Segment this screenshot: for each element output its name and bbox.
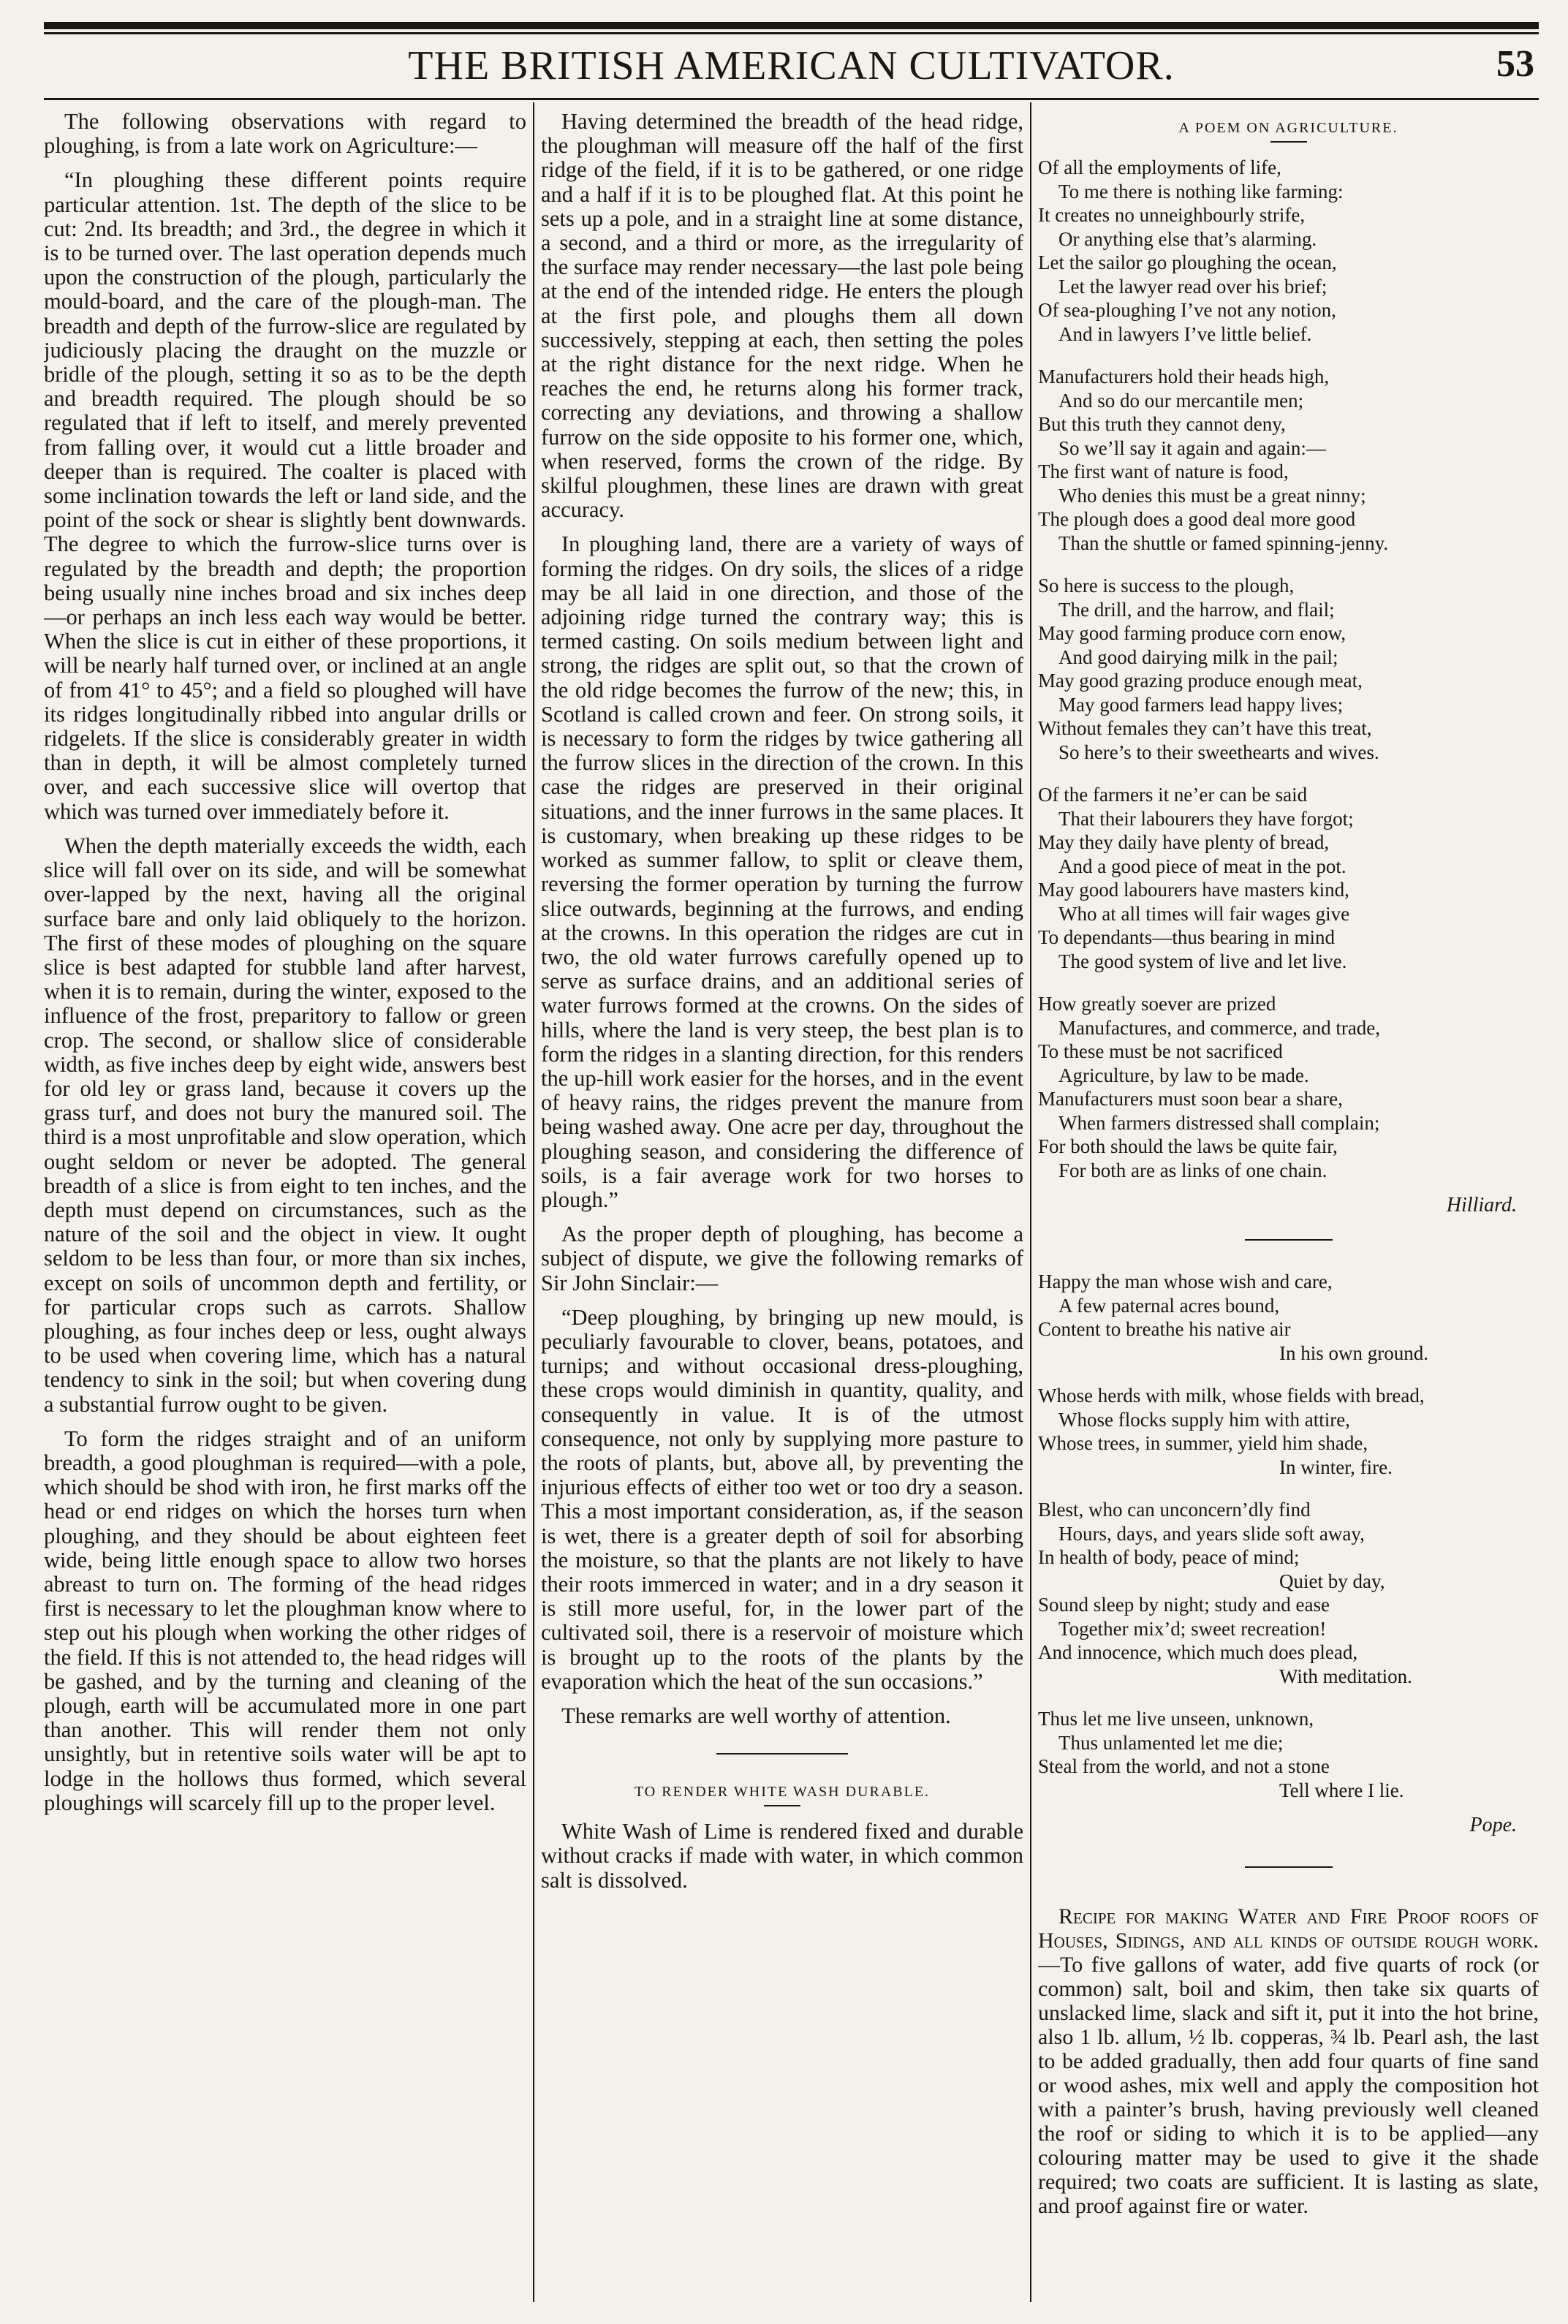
masthead-bottom-rule — [44, 98, 1539, 100]
poem-agriculture — [1038, 156, 1539, 1182]
article-paragraph: “In ploughing these different points require particular attention. 1st. The depth of the slice to be cut: 2nd. Its breadth; and 3rd., the degree in which it is to be turned over. The last operation depends much upon the construction of the plough, particularly the mould-board, and the care of the plough-man. The breadth and depth of the furrow-slice are regulated by judiciously placing the draught on the muzzle or bridle of the plough, setting it so as to be the depth and breadth required. The plough should be so regulated that if left to itself, and merely prevented from falling over, it would cut a little broader and deeper than is required. The coalter is placed with some inclination towards the left or land side, and the point of the sock or shear is slightly bent downwards. The degree to which the furrow-slice turns over is regulated by the breadth and depth; the proportion being usually nine inches broad and six inches deep—or perhaps an inch less each way would be better. When the slice is cut in either of these proportions, it will be nearly half turned over, or inclined at an angle of from 41° to 45°; and a field so ploughed will have its ridges longitudinally ribbed into angular drills or ridgelets. If the slice is considerably greater in width than in depth, it will be almost completely turned over, and each successive slice will overtop that which was turned over immediately before it. — [44, 167, 526, 824]
poem-line: Together mix’d; sweet recreation! — [1058, 1617, 1327, 1640]
poem-line: Without females they can’t have this treat, — [1038, 717, 1372, 739]
article-paragraph: White Wash of Lime is rendered fixed and durable without cracks if made with water, in which common salt is dissolved. — [541, 1819, 1023, 1893]
heading-rule — [764, 1805, 800, 1806]
poem-line: Manufactures, and commerce, and trade, — [1058, 1016, 1381, 1039]
poem-line: May they daily have plenty of bread, — [1038, 831, 1330, 853]
newspaper-title: THE BRITISH AMERICAN CULTIVATOR. — [408, 43, 1175, 88]
poem-line: Whose herds with milk, whose fields with bread, — [1038, 1385, 1425, 1407]
poem-line: Manufacturers must soon bear a share, — [1038, 1088, 1343, 1110]
poem-line: Agriculture, by law to be made. — [1058, 1064, 1309, 1086]
poem-author: Pope. — [1469, 1814, 1517, 1836]
poem-line: For both should the laws be quite fair, — [1038, 1135, 1338, 1157]
poem-stanza — [1038, 1270, 1539, 1365]
poem-line: Steal from the world, and not a stone — [1038, 1755, 1330, 1777]
section-divider — [1245, 1239, 1333, 1241]
poem-line: And so do our mercantile men; — [1058, 389, 1304, 412]
quoted-paragraph: “Deep ploughing, by bringing up new mould, is peculiarly favourable to clover, beans, potatoes, and turnips; and without occasional dress-ploughing, these crops would diminish in quantity, quality, and consequently in value. It is of the utmost consequence, not only by supplying more pasture to the roots of plants, but, above all, by preventing the injurious effects of either too wet or too dry a season. This a most important consideration, as, if the season is wet, there is a greater depth of soil for absorbing the moisture, so that the plants are not likely to have their roots immerced in water; and in a dry season it is still more useful, for, in the lower part of the cultivated soil, there is a reservoir of moisture which is brought up to the roots of the plants by the evaporation which the heat of the sun occasions.” — [541, 1304, 1023, 1694]
section-divider — [716, 1753, 848, 1755]
recipe-paragraph — [1038, 1904, 1539, 2218]
article-paragraph: These remarks are well worthy of attention. — [561, 1703, 951, 1728]
column-divider-2 — [1030, 102, 1031, 2302]
poem-stanza — [1038, 992, 1539, 1182]
poem-line: May good grazing produce enough meat, — [1038, 670, 1363, 692]
poem-line: Content to breathe his native air — [1038, 1318, 1291, 1340]
poem-line: Of sea-ploughing I’ve not any notion, — [1038, 299, 1336, 321]
poem-stanza — [1038, 1707, 1539, 1802]
poem-line: For both are as links of one chain. — [1058, 1159, 1328, 1181]
column-2 — [541, 110, 1023, 2302]
poem-line: In his own ground. — [1279, 1341, 1428, 1364]
article-paragraph: To form the ridges straight and of an uniform breadth, a good ploughman is required—with a pole, which should be shod with iron, he first marks off the head or end ridges on which the horses turn when ploughing, and they should be about eighteen feet wide, being little enough space to allow two horses abreast to turn on. The forming of the head ridges first is necessary to let the ploughman know where to step out his plough when working the other ridges of the field. If this is not attended to, the head ridges will be gashed, and by the turning and cleaning of the plough, earth will be accumulated more in one part than another. This will render them not only unsightly, but in retentive soils water will be apt to lodge in the hollows thus formed, which several ploughings will scarcely fill up to the proper level. — [44, 1426, 526, 1815]
poem-line: To me there is nothing like farming: — [1058, 180, 1344, 203]
masthead-top-rule — [44, 22, 1539, 29]
poem-line: It creates no unneighbourly strife, — [1038, 204, 1306, 226]
article-intro-paragraph: The following observations with regard to ploughing, is from a late work on Agriculture:— — [44, 110, 526, 159]
poem-line: The plough does a good deal more good — [1038, 508, 1356, 530]
poem-line: A few paternal acres bound, — [1058, 1294, 1280, 1317]
poem-line: Sound sleep by night; study and ease — [1038, 1594, 1330, 1616]
poem-line: With meditation. — [1279, 1665, 1412, 1687]
poem-line: Tell where I lie. — [1279, 1779, 1404, 1801]
masthead — [44, 38, 1539, 95]
poem-line: In winter, fire. — [1279, 1456, 1393, 1478]
poem-line: Thus let me live unseen, unknown, — [1038, 1708, 1314, 1730]
poem-line: When farmers distressed shall complain; — [1058, 1111, 1380, 1134]
poem-line: Than the shuttle or famed spinning-jenny. — [1058, 531, 1389, 554]
poem-line: And in lawyers I’ve little belief. — [1058, 322, 1312, 345]
poem-line: The good system of live and let live. — [1058, 950, 1347, 972]
poem-line: Blest, who can unconcern’dly find — [1038, 1499, 1311, 1521]
poem-line: May good labourers have masters kind, — [1038, 879, 1349, 901]
recipe-title: Recipe for making Water and Fire Proof roofs of Houses, Sidings, and all kinds of outside rough work. — [1038, 1904, 1539, 1953]
poem-line: Let the sailor go ploughing the ocean, — [1038, 251, 1337, 273]
article-paragraph: In ploughing land, there are a variety of ways of forming the ridges. On dry soils, the slices of a ridge may be all laid in one direction, and those of the adjoining ridge turned the contrary way; this is termed casting. On soils medium between light and strong, the ridges are split out, so that the crown of the old ridge becomes the furrow of the new; this, in Scotland is called crown and feer. On strong soils, it is necessary to form the ridges by twice gathering all the furrow slices in the direction of the crown. In this case the ridges are preserved in their original situations, and the inner furrows in the same places. It is customary, when breaking up these ridges to be worked as summer fallow, to split or cleave them, reversing the former operation by turning the furrow slice outwards, beginning at the furrows, and ending at the crowns. In this operation the ridges are cut in two, the old water furrows carefully opened up to serve as surface drains, and an additional series of water furrows formed at the crowns. On the sides of hills, where the land is very steep, the best plan is to form the ridges in a slanting direction, for this renders the up-hill work easier for the horses, and in the event of heavy rains, the ridges prevent the manure from being washed away. One acre per day, throughout the ploughing season, and considering the difference of soils, is a fair average work for two horses to plough.” — [541, 531, 1023, 1212]
poem-line: And innocence, which much does plead, — [1038, 1641, 1358, 1663]
poem-line: In health of body, peace of mind; — [1038, 1546, 1300, 1568]
column-1 — [44, 110, 526, 2302]
poem-line: Of the farmers it ne’er can be said — [1038, 784, 1308, 806]
poem-line: So we’ll say it again and again:— — [1058, 436, 1326, 459]
poem-line: Let the lawyer read over his brief; — [1058, 275, 1328, 298]
section-heading-white-wash: TO RENDER WHITE WASH DURABLE. — [634, 1784, 931, 1801]
page-number: 53 — [1496, 43, 1534, 85]
poem-stanza — [1038, 783, 1539, 973]
heading-rule — [1270, 141, 1307, 143]
column-divider-1 — [533, 102, 534, 2302]
poem-line: May good farming produce corn enow, — [1038, 622, 1347, 644]
column-3 — [1038, 110, 1539, 2302]
poem-line: And a good piece of meat in the pot. — [1058, 855, 1347, 877]
poem-line: To dependants—thus bearing in mind — [1038, 926, 1336, 948]
poem-line: How greatly soever are prized — [1038, 993, 1276, 1015]
poem-line: So here’s to their sweethearts and wives. — [1058, 741, 1379, 763]
poem-line: Happy the man whose wish and care, — [1038, 1271, 1333, 1292]
poem-line: Of all the employments of life, — [1038, 156, 1281, 178]
poem-stanza — [1038, 1498, 1539, 1688]
poem-line: But this truth they cannot deny, — [1038, 413, 1286, 435]
poem-author: Hilliard. — [1446, 1194, 1517, 1216]
article-paragraph: When the depth materially exceeds the width, each slice will fall over on its side, and will be somewhat over-lapped by the next, having all the original surface bare and only laid obliquely to the horizon. The first of these modes of ploughing on the square slice is best adapted for stubble land after harvest, when it is to remain, during the winter, exposed to the influence of the frost, preparitory to fallow or green crop. The second, or shallow slice of considerable width, as five inches deep by eight wide, answers best for old ley or grass land, because it covers up the grass turf, and does not bury the manured soil. The third is a most unprofitable and slow operation, which ought seldom or never be adopted. The general breadth of a slice is from eight to ten inches, and the depth must depend on circumstances, such as the nature of the soil and the object in view. It ought seldom to be less than four, or more than six inches, except on soils of uncommon depth and fertility, or for particular crops such as carrots. Shallow ploughing, as four inches deep or less, ought always to be used when covering lime, which has a natural tendency to sink in the soil; but when covering dung a substantial furrow ought to be given. — [44, 833, 526, 1417]
poem-line: Quiet by day, — [1279, 1570, 1385, 1592]
poem-line: Who denies this must be a great ninny; — [1058, 484, 1366, 507]
poem-line: Who at all times will fair wages give — [1058, 902, 1350, 925]
poem-stanza — [1038, 156, 1539, 346]
poem-solitude — [1038, 1270, 1539, 1802]
poem-line: Whose flocks supply him with attire, — [1058, 1408, 1350, 1431]
poem-stanza — [1038, 365, 1539, 555]
poem-line: The drill, and the harrow, and flail; — [1058, 598, 1335, 621]
poem-line: Thus unlamented let me die; — [1058, 1731, 1284, 1754]
poem-line: Manufacturers hold their heads high, — [1038, 366, 1330, 387]
poem-line: Hours, days, and years slide soft away, — [1058, 1522, 1365, 1545]
poem-line: To these must be not sacrificed — [1038, 1040, 1283, 1062]
poem-stanza — [1038, 574, 1539, 764]
masthead-top-thin-rule — [44, 32, 1539, 34]
recipe-text: —To five gallons of water, add five quarts of rock (or common) salt, boil and skim, then take six quarts of unslacked lime, slack and sift it, put it into the hot brine, also 1 lb. allum, ½ lb. copperas, ¾ lb. Pearl ash, the last to be added gradually, then add four quarts of fine sand or wood ashes, mix well and apply the composition hot with a painter’s brush, having previously well cleaned the roof or siding to which it is to be applied—any colouring matter may be used to give it the shade required; two coats are sufficient. It is lasting as slate, and proof against fire or water. — [1038, 1953, 1539, 2218]
poem-line: And good dairying milk in the pail; — [1058, 646, 1338, 668]
poem-line: That their labourers they have forgot; — [1058, 807, 1354, 830]
article-paragraph: Having determined the breadth of the head ridge, the ploughman will measure off the half of the first ridge of the field, if it is to be gathered, or one ridge and a half if it is to be ploughed flat. At this point he sets up a pole, and in a straight line at some distance, a second, and a third or more, as the irregularity of the surface may render necessary—the last pole being at the end of the intended ridge. He enters the plough at the first pole, and ploughs them all down successively, stepping at each, then setting the poles at the right distance for the next ridge. When he reaches the end, he returns along his former track, correcting any deviations, and throwing a shallow furrow on the side opposite to his former one, which, when reserved, forms the crown of the ridge. By skilful ploughmen, these lines are drawn with great accuracy. — [541, 110, 1023, 523]
poem-line: The first want of nature is food, — [1038, 461, 1289, 482]
article-paragraph: As the proper depth of ploughing, has become a subject of dispute, we give the following remarks of Sir John Sinclair:— — [541, 1222, 1023, 1295]
poem-line: Or anything else that’s alarming. — [1058, 227, 1317, 250]
poem-line: Whose trees, in summer, yield him shade, — [1038, 1432, 1368, 1454]
poem-stanza — [1038, 1384, 1539, 1479]
section-divider — [1245, 1866, 1333, 1868]
poem-line: May good farmers lead happy lives; — [1058, 693, 1344, 716]
poem-title: A POEM ON AGRICULTURE. — [1178, 120, 1398, 136]
poem-line: So here is success to the plough, — [1038, 575, 1295, 597]
